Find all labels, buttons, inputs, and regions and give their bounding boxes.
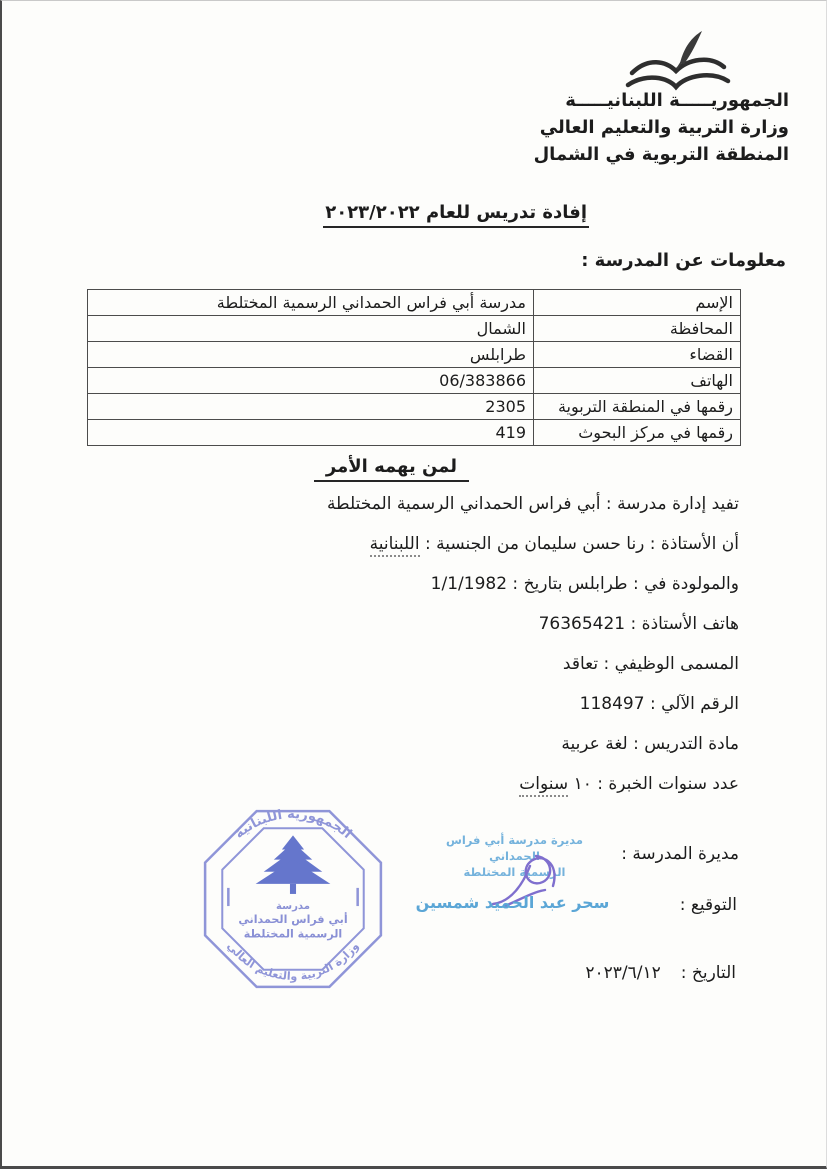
row-value: 06/383866 <box>88 368 534 394</box>
region-line: المنطقة التربوية في الشمال <box>533 144 789 165</box>
to-whom-heading-text: لمن يهمه الأمر <box>314 456 469 482</box>
experience-prefix: عدد سنوات الخبرة : ١٠ <box>568 774 739 794</box>
school-info-table-body <box>88 290 741 446</box>
principal-name: سحر عبد الحميد شمسين <box>415 893 610 912</box>
school-info-table <box>87 289 741 446</box>
row-label: المحافظة <box>534 316 741 342</box>
body-line <box>327 524 739 564</box>
row-value: 419 <box>88 420 534 446</box>
document-title-text: إفادة تدريس للعام ٢٠٢٣/٢٠٢٢ <box>323 202 589 228</box>
row-label: رقمها في مركز البحوث <box>534 420 741 446</box>
row-value: مدرسة أبي فراس الحمداني الرسمية المختلطة <box>88 290 534 316</box>
body-line: مادة التدريس : لغة عربية <box>561 734 739 754</box>
certificate-body <box>327 484 739 804</box>
signature-label: التوقيع : <box>679 895 737 915</box>
row-label: رقمها في المنطقة التربوية <box>534 394 741 420</box>
letterhead <box>534 87 789 168</box>
table-row <box>88 368 741 394</box>
ministry-line: وزارة التربية والتعليم العالي <box>539 117 789 138</box>
school-info-heading: معلومات عن المدرسة : <box>581 250 786 271</box>
stamp-text-line2: الرسمية المختلطة <box>463 865 566 879</box>
table-row <box>88 420 741 446</box>
body-line: تفيد إدارة مدرسة : أبي فراس الحمداني الرسمية المختلطة <box>326 494 739 514</box>
seal-top-text: الجمهورية اللبنانية <box>231 807 355 842</box>
body-line: المسمى الوظيفي : تعاقد <box>562 654 739 674</box>
table-row <box>88 342 741 368</box>
seal-center-line3: الرسمية المختلطة <box>243 927 343 941</box>
document-title <box>323 202 589 228</box>
date-label: التاريخ : <box>680 963 736 983</box>
octagonal-cedar-seal <box>195 801 391 997</box>
date-row <box>585 963 736 983</box>
row-value: طرابلس <box>88 342 534 368</box>
table-row <box>88 316 741 342</box>
nationality-value: اللبنانية <box>370 534 420 557</box>
date-value: ٢٠٢٣/٦/١٢ <box>585 963 661 983</box>
cedar-tree-icon <box>256 835 331 894</box>
body-line: الرقم الآلي : 118497 <box>579 694 739 714</box>
seal-bottom-text: وزارة التربية والتعليم العالي <box>224 939 362 983</box>
table-row <box>88 290 741 316</box>
principal-label: مديرة المدرسة : <box>621 844 739 864</box>
row-label: الإسم <box>534 290 741 316</box>
body-line: والمولودة في : طرابلس بتاريخ : 1/1/1982 <box>430 574 739 594</box>
republic-line: الجمهوريـــــة اللبنانيـــــة <box>565 90 789 111</box>
stamp-text-line1: مديرة مدرسة أبي فراس الحمداني <box>445 833 584 863</box>
row-value: 2305 <box>88 394 534 420</box>
to-whom-heading <box>314 456 469 482</box>
row-label: القضاء <box>534 342 741 368</box>
table-row <box>88 394 741 420</box>
row-label: الهاتف <box>534 368 741 394</box>
seal-center-line1: مدرسة <box>276 901 310 913</box>
row-value: الشمال <box>88 316 534 342</box>
nationality-prefix: أن الأستاذة : رنا حسن سليمان من الجنسية : <box>419 534 739 554</box>
body-line <box>327 764 739 804</box>
seal-center-line2: أبي فراس الحمداني <box>238 913 348 927</box>
experience-value: سنوات <box>519 774 568 797</box>
body-line: هاتف الأستاذة : 76365421 <box>538 614 739 634</box>
